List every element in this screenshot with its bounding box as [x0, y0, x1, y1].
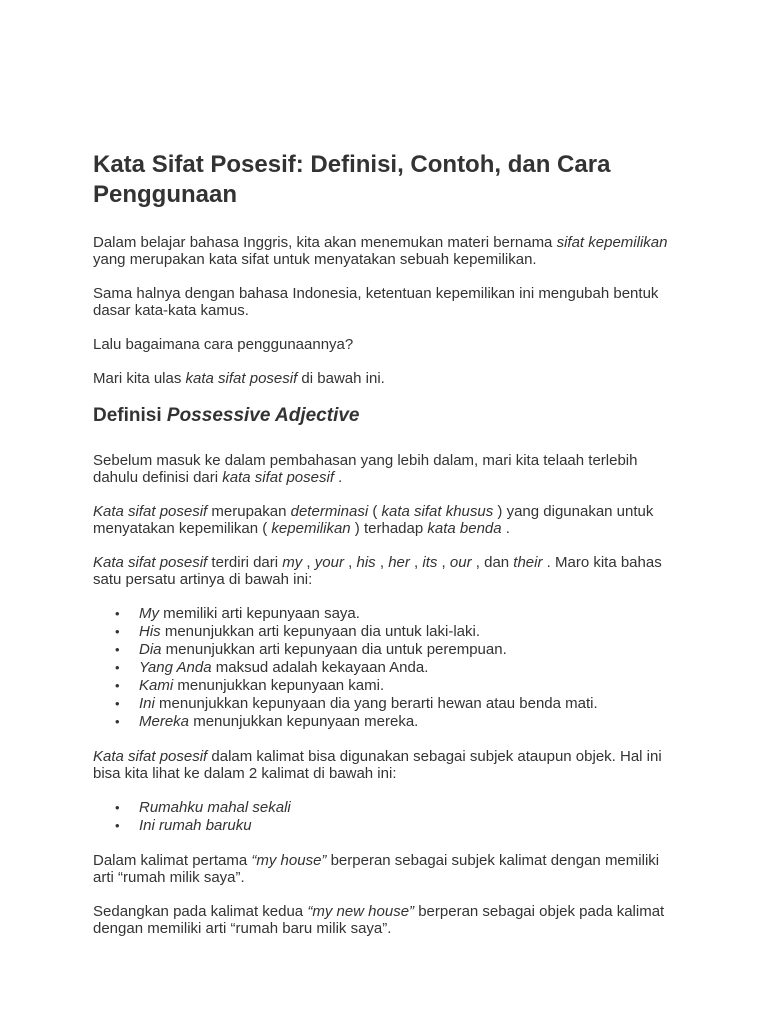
section-heading	[93, 404, 674, 428]
text: ) terhadap	[350, 520, 428, 537]
text: . Maro kita bahas satu persatu artinya di bawah ini:	[93, 554, 662, 588]
list-item	[139, 623, 674, 641]
text: , dan	[471, 554, 514, 571]
text: Mari kita ulas	[93, 370, 186, 387]
list-item-term: Ini	[139, 695, 155, 712]
italic-term: their	[513, 554, 543, 571]
italic-term: sifat kepemilikan	[556, 234, 668, 251]
list-item-text: menunjukkan arti kepunyaan dia untuk perempuan.	[161, 641, 507, 658]
closing-paragraph-1	[93, 852, 674, 886]
italic-term: determinasi	[290, 503, 369, 520]
text: dalam kalimat bisa digunakan sebagai subjek ataupun objek. Hal ini bisa kita lihat ke dalam 2 kalimat di bawah ini:	[93, 748, 662, 782]
italic-term: Kata sifat posesif	[93, 503, 208, 520]
text: .	[334, 469, 343, 486]
list-item	[139, 695, 674, 713]
text: di bawah ini.	[297, 370, 385, 387]
list-item-text: menunjukkan kepunyaan kami.	[173, 677, 385, 694]
text: Sebelum masuk ke dalam pembahasan yang lebih dalam, mari kita telaah terlebih dahulu definisi dari	[93, 452, 638, 486]
text: ,	[302, 554, 315, 571]
intro-paragraph-4	[93, 370, 674, 387]
list-item-text: maksud adalah kekayaan Anda.	[211, 659, 429, 676]
list-item-term: My	[139, 605, 159, 622]
italic-term: Kata sifat posesif	[93, 554, 208, 571]
text: Sedangkan pada kalimat kedua	[93, 903, 308, 920]
text: berperan sebagai objek pada kalimat dengan memiliki arti “rumah baru milik saya”.	[93, 903, 665, 937]
intro-paragraph-1	[93, 234, 674, 268]
section-paragraph-1	[93, 452, 674, 486]
italic-term: its	[422, 554, 438, 571]
meanings-list	[93, 605, 674, 731]
list-item	[139, 677, 674, 695]
italic-term: her	[388, 554, 410, 571]
example-sentence: Ini rumah baruku	[139, 817, 252, 834]
text: merupakan	[207, 503, 291, 520]
list-item-term: Kami	[139, 677, 174, 694]
list-item	[139, 817, 674, 835]
list-item-term: Yang Anda	[139, 659, 212, 676]
text: ,	[437, 554, 450, 571]
usage-paragraph	[93, 748, 674, 782]
italic-term: my	[282, 554, 303, 571]
italic-term: kata benda	[427, 520, 502, 537]
italic-term: kata sifat posesif	[185, 370, 298, 387]
text: Dalam belajar bahasa Inggris, kita akan menemukan materi bernama	[93, 234, 557, 251]
text: yang merupakan kata sifat untuk menyatakan sebuah kepemilikan.	[93, 251, 537, 268]
list-item-term: His	[139, 623, 161, 640]
italic-term: his	[356, 554, 376, 571]
intro-paragraph-3: Lalu bagaimana cara penggunaannya?	[93, 336, 354, 353]
italic-term: kepemilikan	[271, 520, 351, 537]
italic-term: Kata sifat posesif	[93, 748, 208, 765]
text: ,	[409, 554, 423, 571]
list-item	[139, 659, 674, 677]
italic-term: kata sifat khusus	[381, 503, 494, 520]
text: .	[501, 520, 510, 537]
example-sentence: Rumahku mahal sekali	[139, 799, 291, 816]
intro-paragraph-2: Sama halnya dengan bahasa Indonesia, ketentuan kepemilikan ini mengubah bentuk dasar kata-kata kamus.	[93, 285, 659, 319]
list-item	[139, 799, 674, 817]
heading-text: Definisi	[93, 405, 167, 426]
text: ,	[343, 554, 357, 571]
closing-paragraph-2	[93, 903, 674, 937]
text: (	[368, 503, 382, 520]
text: ,	[375, 554, 389, 571]
italic-term: our	[449, 554, 472, 571]
examples-list	[93, 799, 674, 835]
heading-italic: Possessive Adjective	[166, 405, 360, 426]
section-paragraph-3	[93, 554, 674, 588]
section-paragraph-2	[93, 503, 674, 537]
italic-term: “my house”	[251, 852, 327, 869]
italic-term: kata sifat posesif	[222, 469, 334, 486]
list-item-text: menunjukkan kepunyaan dia yang berarti hewan atau benda mati.	[154, 695, 598, 712]
italic-term: your	[314, 554, 344, 571]
text: terdiri dari	[207, 554, 283, 571]
list-item	[139, 713, 674, 731]
page-title: Kata Sifat Posesif: Definisi, Contoh, dan Cara Penggunaan	[93, 151, 611, 208]
text: ) yang digunakan untuk menyatakan kepemilikan (	[93, 503, 654, 537]
list-item-text: menunjukkan kepunyaan mereka.	[189, 713, 419, 730]
list-item	[139, 641, 674, 659]
list-item-text: memiliki arti kepunyaan saya.	[159, 605, 360, 622]
text: berperan sebagai subjek kalimat dengan memiliki arti “rumah milik saya”.	[93, 852, 660, 886]
list-item-term: Dia	[139, 641, 162, 658]
italic-term: “my new house”	[307, 903, 415, 920]
text: Dalam kalimat pertama	[93, 852, 252, 869]
list-item-term: Mereka	[139, 713, 190, 730]
list-item	[139, 605, 674, 623]
list-item-text: menunjukkan arti kepunyaan dia untuk laki-laki.	[160, 623, 481, 640]
